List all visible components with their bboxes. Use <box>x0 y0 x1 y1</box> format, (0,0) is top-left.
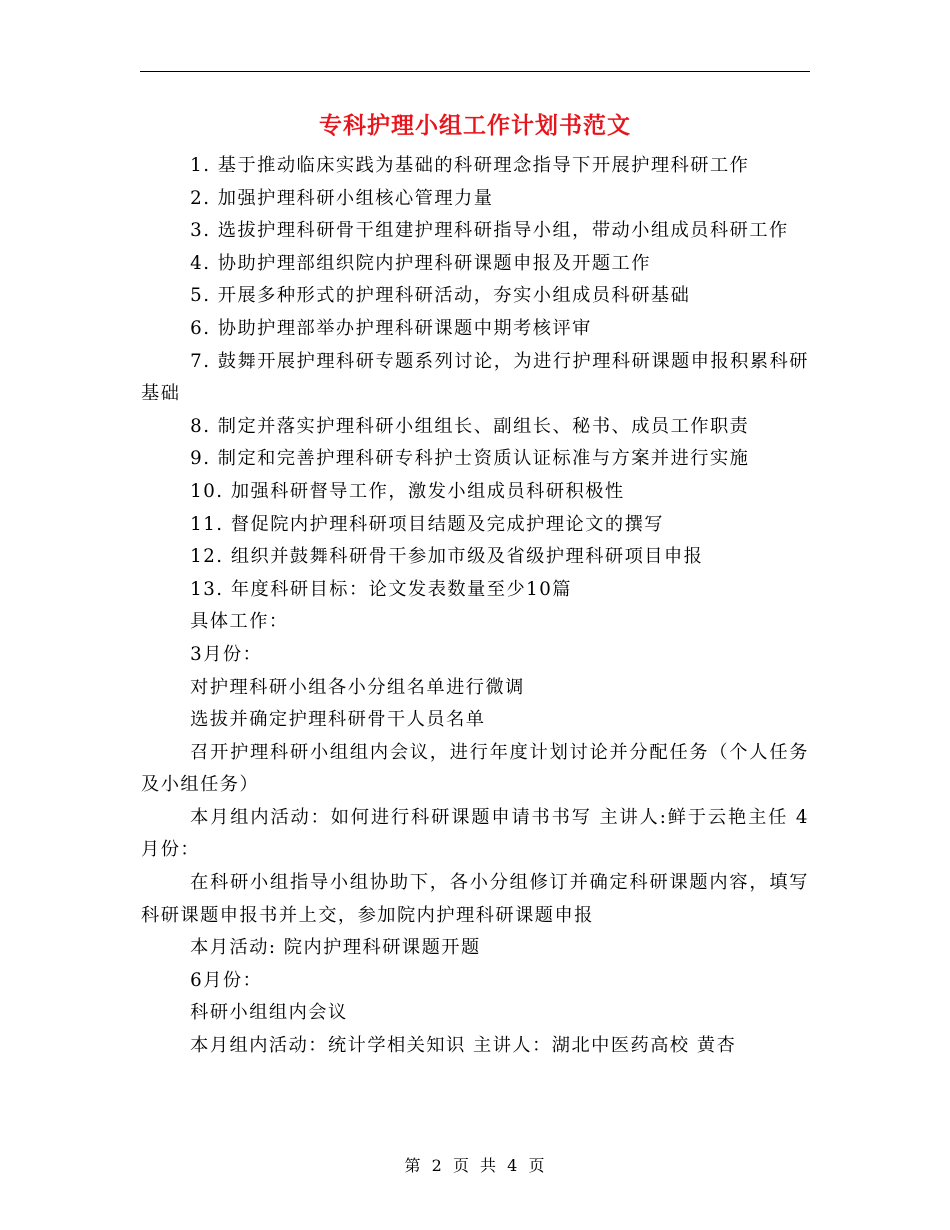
paragraph: 9. 制定和完善护理科研专科护士资质认证标准与方案并进行实施 <box>190 448 750 470</box>
footer-total-unit: 页 <box>528 1156 546 1175</box>
header-rule <box>140 71 810 72</box>
paragraph: 10. 加强科研督导工作，激发小组成员科研积极性 <box>190 480 625 502</box>
paragraph: 对护理科研小组各小分组名单进行微调 <box>190 676 525 698</box>
paragraph: 本月组内活动：如何进行科研课题申请书书写 主讲人:鲜于云艳主任 4月份： <box>141 806 809 861</box>
footer-total-pages: 4 <box>507 1156 519 1175</box>
footer-total-prefix: 共 <box>480 1156 498 1175</box>
footer-page-unit: 页 <box>452 1156 470 1175</box>
paragraph: 7. 鼓舞开展护理科研专题系列讨论，为进行护理科研课题申报积累科研基础 <box>141 350 809 405</box>
document-body <box>141 150 809 1063</box>
paragraph: 选拔并确定护理科研骨干人员名单 <box>190 709 486 731</box>
paragraph: 召开护理科研小组组内会议，进行年度计划讨论并分配任务（个人任务及小组任务） <box>141 741 809 796</box>
page-footer <box>0 1154 950 1178</box>
paragraph: 在科研小组指导小组协助下，各小分组修订并确定科研课题内容，填写科研课题申报书并上交，参加院内护理科研课题申报 <box>141 872 809 926</box>
paragraph: 8. 制定并落实护理科研小组组长、副组长、秘书、成员工作职责 <box>190 415 750 437</box>
paragraph: 3. 选拔护理科研骨干组建护理科研指导小组，带动小组成员科研工作 <box>190 220 789 242</box>
paragraph: 12. 组织并鼓舞科研骨干参加市级及省级护理科研项目申报 <box>190 546 704 568</box>
paragraph: 本月活动: 院内护理科研课题开题 <box>190 937 481 959</box>
paragraph: 具体工作： <box>190 611 289 633</box>
paragraph: 13. 年度科研目标：论文发表数量至少10篇 <box>190 578 572 600</box>
paragraph: 科研小组组内会议 <box>190 1002 348 1024</box>
footer-prefix: 第 <box>404 1156 422 1175</box>
paragraph: 11. 督促院内护理科研项目结题及完成护理论文的撰写 <box>190 513 664 535</box>
paragraph: 5. 开展多种形式的护理科研活动，夯实小组成员科研基础 <box>190 285 691 307</box>
paragraph: 2. 加强护理科研小组核心管理力量 <box>190 187 494 209</box>
document-title: 专科护理小组工作计划书范文 <box>319 112 631 139</box>
paragraph: 6月份： <box>190 969 263 991</box>
paragraph: 3月份： <box>190 643 263 665</box>
paragraph: 1. 基于推动临床实践为基础的科研理念指导下开展护理科研工作 <box>190 155 750 176</box>
footer-current-page: 2 <box>431 1156 443 1175</box>
paragraph: 本月组内活动：统计学相关知识 主讲人：湖北中医药高校 黄杏 <box>190 1035 737 1057</box>
paragraph: 6. 协助护理部举办护理科研课题中期考核评审 <box>190 317 592 339</box>
paragraph: 4. 协助护理部组织院内护理科研课题申报及开题工作 <box>190 252 651 274</box>
